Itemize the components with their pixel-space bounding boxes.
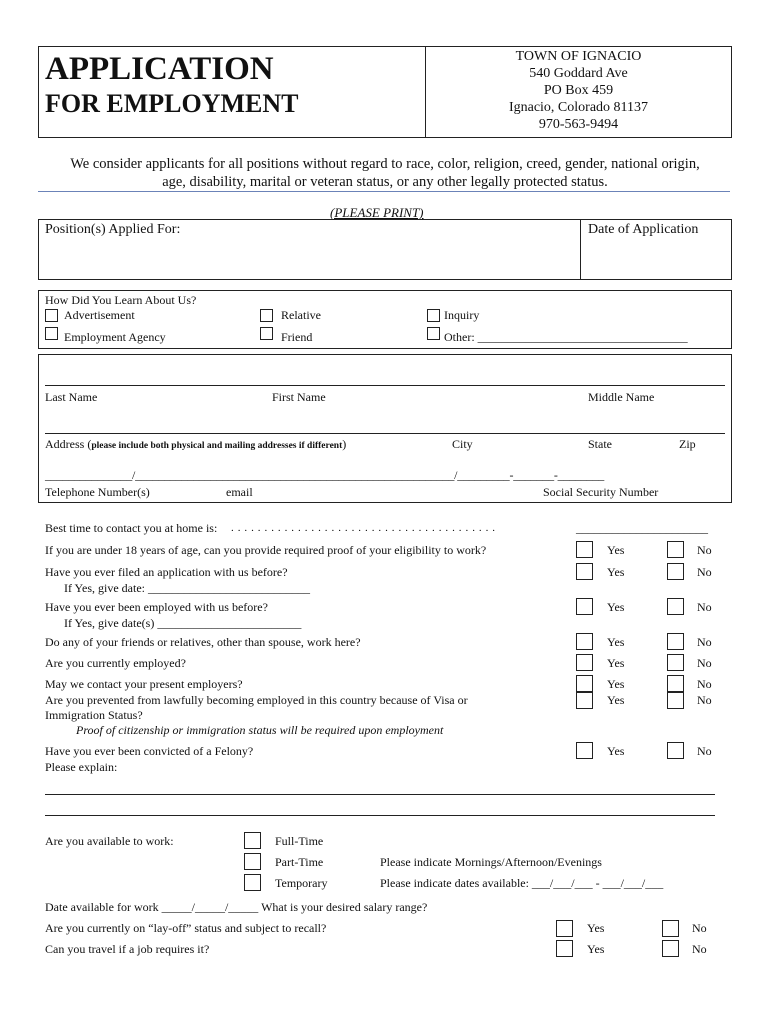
- notice-line2: age, disability, marital or veteran status, or any other legally protected status.: [162, 174, 608, 190]
- friends-yes-label: Yes: [607, 635, 625, 649]
- org-city: Ignacio, Colorado 81137: [508, 100, 649, 115]
- friend-checkbox[interactable]: [260, 327, 273, 340]
- advertisement-label: Advertisement: [64, 308, 135, 322]
- under-18-no-label: No: [697, 543, 712, 557]
- position-applied-label: Position(s) Applied For:: [45, 222, 181, 237]
- filed-yes-checkbox[interactable]: [576, 563, 593, 580]
- filed-no-checkbox[interactable]: [667, 563, 684, 580]
- currently-employed-no-label: No: [697, 656, 712, 670]
- part-time-label: Part-Time: [275, 855, 324, 869]
- employment-agency-checkbox[interactable]: [45, 327, 58, 340]
- proof-of-citizenship-note: Proof of citizenship or immigration status will be required upon employment: [76, 723, 444, 737]
- equal-opportunity-notice: [38, 155, 732, 191]
- friends-no-checkbox[interactable]: [667, 633, 684, 650]
- friends-yes-checkbox[interactable]: [576, 633, 593, 650]
- travel-no-checkbox[interactable]: [662, 940, 679, 957]
- explain-line-1[interactable]: [45, 794, 715, 795]
- filed-no-label: No: [697, 565, 712, 579]
- temporary-checkbox[interactable]: [244, 874, 261, 891]
- prevented-no-label: No: [697, 693, 712, 707]
- full-time-label: Full-Time: [275, 834, 324, 848]
- friends-relatives-question: Do any of your friends or relatives, other than spouse, work here?: [45, 635, 361, 649]
- travel-question: Can you travel if a job requires it?: [45, 942, 210, 956]
- zip-label: Zip: [679, 437, 696, 451]
- layoff-question: Are you currently on “lay-off” status and subject to recall?: [45, 921, 327, 935]
- currently-employed-yes-label: Yes: [607, 656, 625, 670]
- contact-employers-no-checkbox[interactable]: [667, 675, 684, 692]
- ssn-label: Social Security Number: [543, 485, 659, 499]
- felony-question: Have you ever been convicted of a Felony?: [45, 744, 254, 758]
- employed-before-yes-checkbox[interactable]: [576, 598, 593, 615]
- date-available-salary-line[interactable]: Date available for work _____/_____/_____ What is your desired salary range?: [45, 900, 428, 914]
- notice-line1: We consider applicants for all positions without regard to race, color, religion, creed, gender, national origin,: [70, 156, 700, 172]
- notice-divider: [38, 191, 730, 192]
- first-name-label: First Name: [272, 390, 326, 404]
- org-address-block: [426, 48, 731, 133]
- city-label: City: [452, 437, 473, 451]
- relative-label: Relative: [281, 308, 321, 322]
- position-box-divider: [580, 219, 581, 280]
- address-label-close: ): [342, 437, 347, 451]
- prevented-question: Are you prevented from lawfully becoming employed in this country because of Visa or: [45, 693, 468, 707]
- inquiry-checkbox[interactable]: [427, 309, 440, 322]
- felony-yes-checkbox[interactable]: [576, 742, 593, 759]
- under-18-yes-checkbox[interactable]: [576, 541, 593, 558]
- under-18-no-checkbox[interactable]: [667, 541, 684, 558]
- felony-no-label: No: [697, 744, 712, 758]
- friends-no-label: No: [697, 635, 712, 649]
- please-explain-label: Please explain:: [45, 760, 118, 774]
- contact-employers-yes-checkbox[interactable]: [576, 675, 593, 692]
- state-label: State: [588, 437, 612, 451]
- learn-about-us-title: How Did You Learn About Us?: [45, 293, 197, 307]
- filed-before-question: Have you ever filed an application with us before?: [45, 565, 288, 579]
- layoff-yes-checkbox[interactable]: [556, 920, 573, 937]
- org-phone: 970-563-9494: [538, 117, 619, 132]
- layoff-no-label: No: [692, 921, 707, 935]
- telephone-label: Telephone Number(s): [45, 485, 150, 499]
- currently-employed-no-checkbox[interactable]: [667, 654, 684, 671]
- name-line[interactable]: [45, 385, 725, 386]
- employed-before-yes-label: Yes: [607, 600, 625, 614]
- travel-no-label: No: [692, 942, 707, 956]
- layoff-yes-label: Yes: [587, 921, 605, 935]
- org-name: TOWN OF IGNACIO: [515, 49, 642, 64]
- under-18-yes-label: Yes: [607, 543, 625, 557]
- currently-employed-yes-checkbox[interactable]: [576, 654, 593, 671]
- address-label: [45, 437, 346, 453]
- under-18-question: If you are under 18 years of age, can you provide required proof of your eligibility to work?: [45, 543, 487, 557]
- part-time-note: Please indicate Mornings/Afternoon/Evenings: [380, 855, 602, 869]
- advertisement-checkbox[interactable]: [45, 309, 58, 322]
- phone-email-ssn-fill-line[interactable]: _______________/_______________________________________________________/_________-_______-________: [45, 468, 605, 482]
- employed-before-no-checkbox[interactable]: [667, 598, 684, 615]
- prevented-question-line2: Immigration Status?: [45, 708, 143, 722]
- address-label-text: Address (: [45, 437, 92, 451]
- best-time-label: Best time to contact you at home is:: [45, 521, 218, 535]
- prevented-no-checkbox[interactable]: [667, 692, 684, 709]
- full-time-checkbox[interactable]: [244, 832, 261, 849]
- form-title-line1: APPLICATION: [45, 51, 274, 87]
- friend-label: Friend: [281, 330, 313, 344]
- contact-employers-question: May we contact your present employers?: [45, 677, 243, 691]
- employed-dates-field[interactable]: If Yes, give date(s) ________________________: [64, 616, 302, 630]
- please-print: (PLEASE PRINT): [330, 205, 424, 220]
- employed-before-no-label: No: [697, 600, 712, 614]
- best-time-dots: . . . . . . . . . . . . . . . . . . . . . . . . . . . . . . . . . . . . . . . .: [231, 522, 496, 534]
- last-name-label: Last Name: [45, 390, 98, 404]
- prevented-yes-label: Yes: [607, 693, 625, 707]
- prevented-yes-checkbox[interactable]: [576, 692, 593, 709]
- travel-yes-label: Yes: [587, 942, 605, 956]
- relative-checkbox[interactable]: [260, 309, 273, 322]
- best-time-field[interactable]: ______________________: [576, 521, 708, 535]
- date-of-application-field[interactable]: [582, 240, 730, 278]
- other-label[interactable]: Other: ___________________________________: [444, 330, 688, 344]
- travel-yes-checkbox[interactable]: [556, 940, 573, 957]
- currently-employed-question: Are you currently employed?: [45, 656, 186, 670]
- date-of-application-label: Date of Application: [588, 222, 699, 237]
- employed-before-question: Have you ever been employed with us before?: [45, 600, 268, 614]
- org-street: 540 Goddard Ave: [529, 66, 628, 81]
- other-checkbox[interactable]: [427, 327, 440, 340]
- part-time-checkbox[interactable]: [244, 853, 261, 870]
- contact-employers-no-label: No: [697, 677, 712, 691]
- explain-line-2[interactable]: [45, 815, 715, 816]
- contact-employers-yes-label: Yes: [607, 677, 625, 691]
- address-line[interactable]: [45, 433, 725, 434]
- middle-name-label: Middle Name: [588, 390, 655, 404]
- filed-date-field[interactable]: If Yes, give date: ___________________________: [64, 581, 310, 595]
- temporary-label: Temporary: [275, 876, 328, 890]
- employment-agency-label: Employment Agency: [64, 330, 166, 344]
- temporary-dates-field[interactable]: Please indicate dates available: ___/___/___ - ___/___/___: [380, 876, 664, 890]
- form-title-line2: FOR EMPLOYMENT: [45, 89, 299, 118]
- email-label: email: [226, 485, 253, 499]
- felony-yes-label: Yes: [607, 744, 625, 758]
- org-po-box: PO Box 459: [543, 83, 614, 98]
- inquiry-label: Inquiry: [444, 308, 480, 322]
- filed-yes-label: Yes: [607, 565, 625, 579]
- position-applied-field[interactable]: [40, 240, 578, 278]
- address-note: please include both physical and mailing addresses if different: [91, 441, 343, 451]
- felony-no-checkbox[interactable]: [667, 742, 684, 759]
- availability-label: Are you available to work:: [45, 834, 174, 848]
- layoff-no-checkbox[interactable]: [662, 920, 679, 937]
